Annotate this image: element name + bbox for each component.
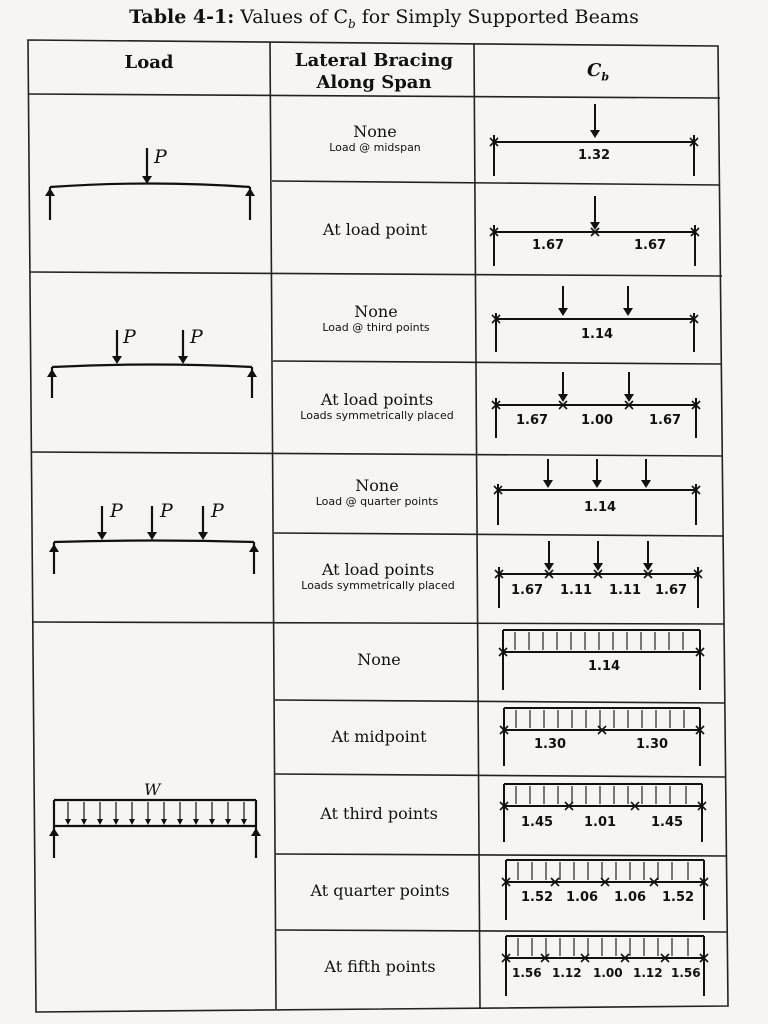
title-suffix: for Simply Supported Beams <box>355 6 639 28</box>
cb-value: 1.12 <box>552 966 582 980</box>
bracing-note: Loads symmetrically placed <box>301 579 455 592</box>
cb-value: 1.00 <box>593 966 623 980</box>
bracing-label: None <box>357 650 401 669</box>
cb-value: 1.45 <box>651 815 684 830</box>
load-label-p: P <box>110 500 123 522</box>
bracing-label: At midpoint <box>331 727 427 746</box>
header-load: Load <box>124 52 174 73</box>
cb-value: 1.67 <box>655 583 688 598</box>
bracing-label: At load points <box>321 560 435 579</box>
cb-value: 1.14 <box>584 500 617 515</box>
table-number: Table 4-1: <box>129 6 235 28</box>
bracing-label: At fifth points <box>324 957 436 976</box>
cb-value: 1.32 <box>578 148 611 163</box>
load-label-p: P <box>123 326 136 348</box>
cb-value: 1.67 <box>634 238 667 253</box>
bracing-label: None <box>355 476 399 495</box>
cb-value: 1.56 <box>671 966 701 980</box>
bracing-label: At load point <box>322 220 428 239</box>
cb-value: 1.01 <box>584 815 617 830</box>
load-label-w: W <box>144 780 161 799</box>
cb-value: 1.30 <box>534 737 567 752</box>
bracing-label: At quarter points <box>310 881 450 900</box>
bracing-note: Load @ third points <box>322 321 430 334</box>
bracing-label: None <box>354 302 398 321</box>
cb-value: 1.06 <box>614 890 647 905</box>
load-label-p: P <box>160 500 173 522</box>
cb-value: 1.52 <box>662 890 695 905</box>
bracing-note: Load @ quarter points <box>315 495 439 508</box>
load-label-p: P <box>211 500 224 522</box>
bracing-note: Load @ midspan <box>329 141 421 154</box>
cb-value: 1.00 <box>581 413 614 428</box>
cb-value: 1.45 <box>521 815 554 830</box>
cb-value: 1.06 <box>566 890 599 905</box>
bracing-label: At load points <box>320 390 434 409</box>
cb-value: 1.12 <box>633 966 663 980</box>
cb-value: 1.14 <box>588 659 621 674</box>
cb-value: 1.52 <box>521 890 554 905</box>
cb-value: 1.11 <box>560 583 593 598</box>
cb-value: 1.67 <box>532 238 565 253</box>
bracing-note: Loads symmetrically placed <box>300 409 454 422</box>
cb-value: 1.67 <box>511 583 544 598</box>
cb-value: 1.56 <box>512 966 542 980</box>
cb-value: 1.14 <box>581 327 614 342</box>
title-text: Values of C <box>240 6 348 28</box>
bracing-label: At third points <box>320 804 438 823</box>
cb-value: 1.67 <box>516 413 549 428</box>
header-cb-letter: C <box>586 60 602 81</box>
header-bracing-line1: Lateral Bracing <box>294 50 454 71</box>
bracing-label: None <box>353 122 397 141</box>
cb-value: 1.30 <box>636 737 669 752</box>
load-label-p: P <box>190 326 203 348</box>
load-label-p: P <box>154 146 167 168</box>
cb-value: 1.11 <box>609 583 642 598</box>
header-bracing-line2: Along Span <box>316 72 432 93</box>
header-cb-sub: b <box>601 70 610 84</box>
title-subscript: b <box>348 16 356 31</box>
cb-value: 1.67 <box>649 413 682 428</box>
